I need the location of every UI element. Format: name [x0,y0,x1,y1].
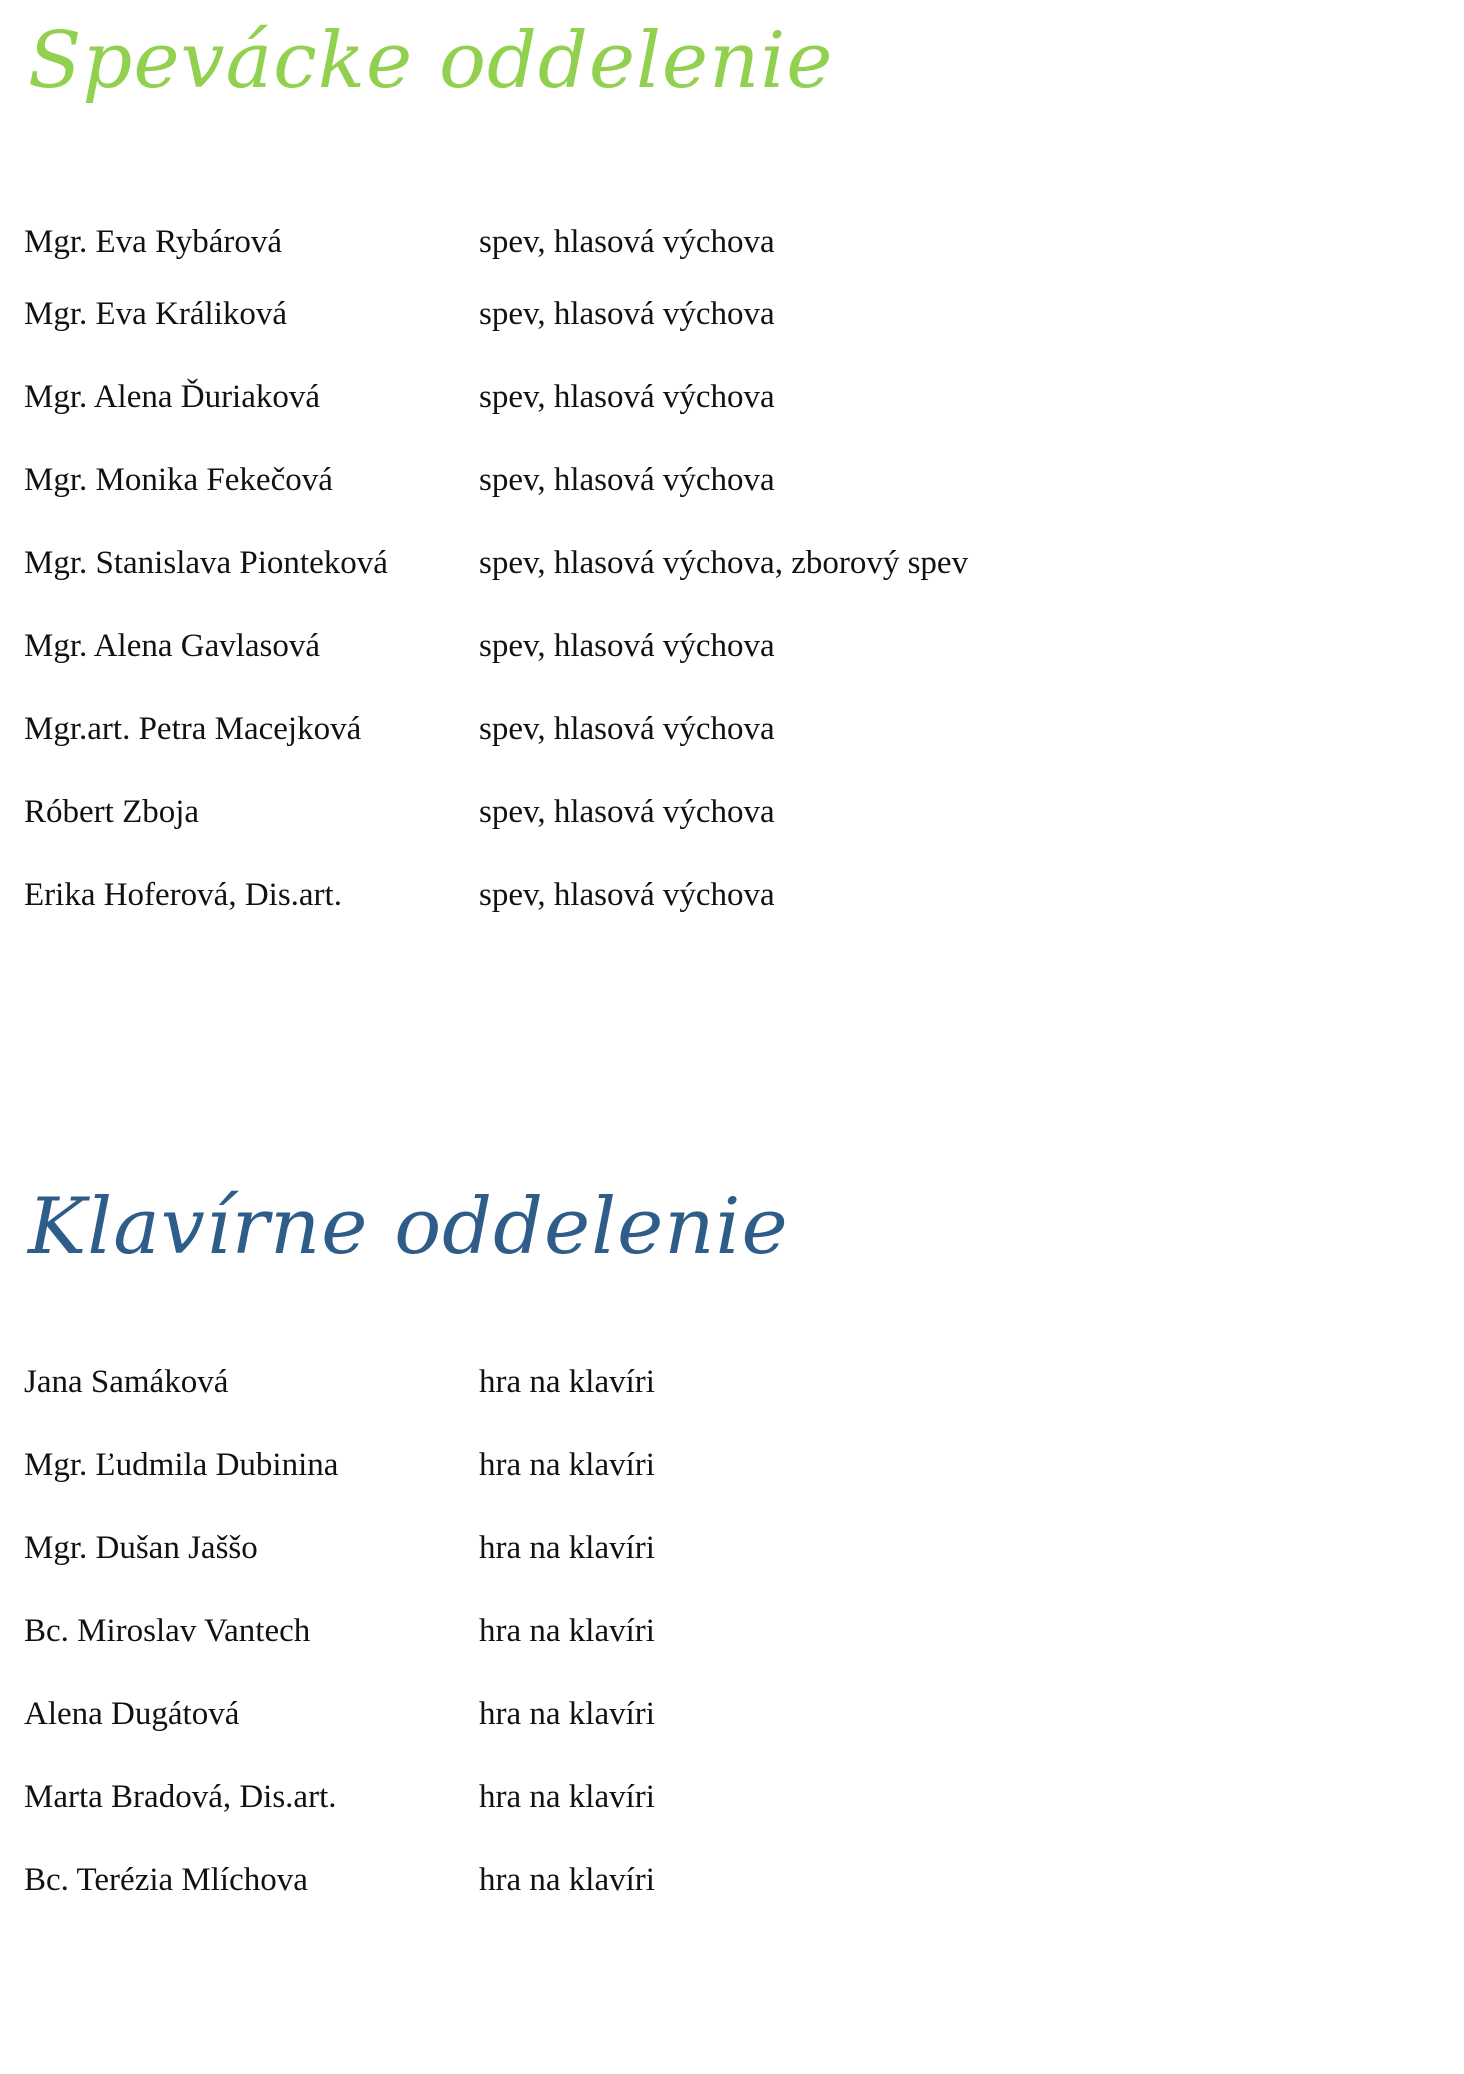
teacher-name: Jana Samáková [24,1364,229,1400]
teacher-row [24,1611,1224,1651]
teacher-subject: hra na klavíri [479,1613,655,1649]
teacher-row [24,626,1224,666]
teacher-row [24,1694,1224,1734]
teacher-subject: spev, hlasová výchova, zborový spev [479,545,969,581]
teacher-name: Mgr. Alena Gavlasová [24,628,321,664]
teacher-row [24,294,1224,334]
teacher-name: Mgr.art. Petra Macejková [24,711,362,747]
teacher-subject: hra na klavíri [479,1364,655,1400]
teacher-subject: spev, hlasová výchova [479,224,775,260]
teacher-name: Erika Hoferová, Dis.art. [24,877,342,913]
teacher-name: Mgr. Monika Fekečová [24,462,333,498]
teacher-subject: spev, hlasová výchova [479,794,775,830]
teacher-row [24,875,1224,915]
teacher-row [24,1860,1224,1900]
teacher-subject: hra na klavíri [479,1696,655,1732]
teacher-name: Mgr. Eva Rybárová [24,224,283,260]
teacher-subject: spev, hlasová výchova [479,628,775,664]
section-title-klavirne: Klavírne oddelenie [28,1182,789,1272]
teacher-name: Mgr. Stanislava Pionteková [24,545,388,581]
teacher-row [24,543,1224,583]
teacher-name: Alena Dugátová [24,1696,240,1732]
teacher-name: Mgr. Ľudmila Dubinina [24,1447,339,1483]
section-title-spevacke: Spevácke oddelenie [28,16,834,106]
teacher-row [24,1777,1224,1817]
teacher-row [24,792,1224,832]
teacher-name: Mgr. Alena Ďuriaková [24,379,321,415]
teacher-subject: spev, hlasová výchova [479,877,775,913]
teacher-subject: hra na klavíri [479,1779,655,1815]
teacher-row [24,1528,1224,1568]
teacher-subject: spev, hlasová výchova [479,296,775,332]
teacher-row [24,222,1224,262]
teacher-name: Mgr. Eva Králiková [24,296,288,332]
teacher-subject: hra na klavíri [479,1530,655,1566]
teacher-subject: spev, hlasová výchova [479,462,775,498]
teacher-row [24,1445,1224,1485]
teacher-subject: spev, hlasová výchova [479,379,775,415]
teacher-name: Bc. Terézia Mlíchova [24,1862,308,1898]
teacher-name: Bc. Miroslav Vantech [24,1613,311,1649]
teacher-subject: hra na klavíri [479,1862,655,1898]
teacher-name: Marta Bradová, Dis.art. [24,1779,337,1815]
teacher-row [24,1362,1224,1402]
teacher-name: Róbert Zboja [24,794,200,830]
teacher-subject: hra na klavíri [479,1447,655,1483]
teacher-row [24,460,1224,500]
teacher-name: Mgr. Dušan Jaššo [24,1530,258,1566]
teacher-subject: spev, hlasová výchova [479,711,775,747]
teacher-row [24,709,1224,749]
teacher-row [24,377,1224,417]
